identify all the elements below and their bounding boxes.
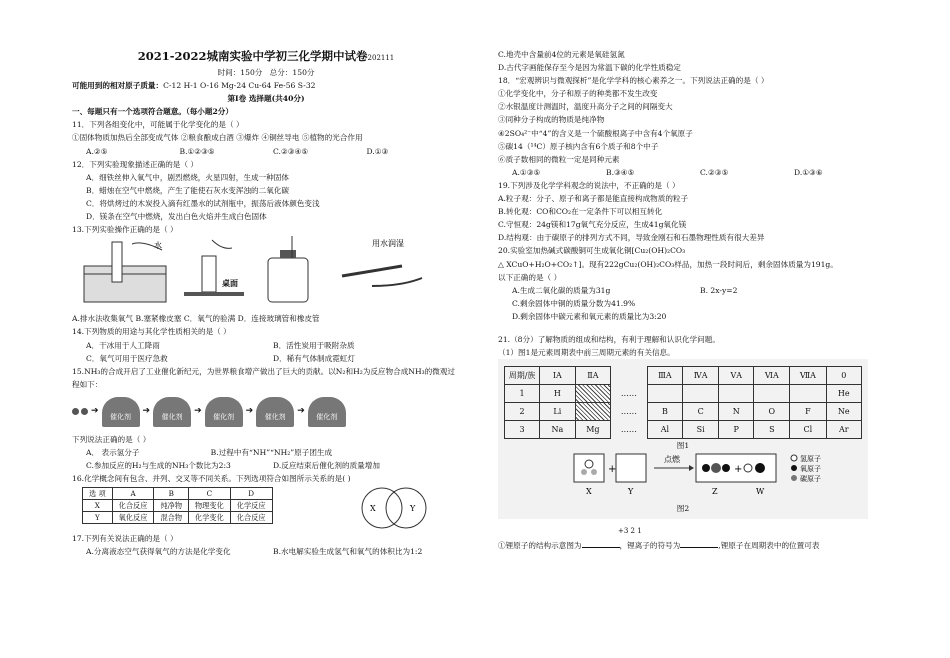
q17-opt-c: C.地壳中含量前4位的元素是氧硅氢氮 — [498, 50, 625, 59]
q12: 12．下列实验现象描述正确的是（ ） A．细铁丝伸入氧气中，剧烈燃烧，火星四射，生成一种固体 B．蜡烛在空气中燃烧，产生了能使石灰水变浑浊的二氧化碳 C．将烘烤过的木炭投入滴有红墨水的试剂瓶中，振荡后液体颜色变浅 D．镁条在空气中燃烧，发出白色火焰并生成白色固体 — [72, 159, 320, 222]
stopper-figure — [184, 240, 244, 296]
svg-text:+: + — [608, 464, 617, 476]
q20: 20.实验室加热碱式碳酸铜可生成氧化铜[Cu₂(OH)₂CO₃ △ XCuO+H₂O+CO₂↑]。现有222gCu₂(OH)₂CO₃样品，加热一段时间后，剩余固体质量为191g。 以下正确的是（ ） A.生成二氧化碳的质量为31g B. 2x-y=2 C.剩余固体中铜的质量分数为41.9% D.剩余固体中碳元素和氧元素的质量比为3:20 — [498, 246, 838, 321]
svg-text:水: 水 — [154, 241, 162, 251]
reaction-figure — [504, 452, 862, 498]
q19: 19.下列涉及化学学科观念的说法中，不正确的是（ ） A.粒子观：分子、原子和离子都是能直接构成物质的粒子 B.转化观：CO和CO₂在一定条件下可以相互转化 C.守恒观：24g镁和17g氧气充分反应，生成41g氧化镁 D.结构观：由于碳原子的排列方式不同，导致金刚石和石墨物理性质有很大差异 — [498, 180, 765, 243]
q13-figures — [72, 236, 452, 308]
water-trough-figure — [84, 240, 166, 302]
exam-meta: 时间：150分 总分：150分 — [217, 68, 315, 77]
right-column — [498, 0, 888, 552]
q13: 13.下列实验操作正确的是（ ） 水 桌面 用水润湿 A.排水法收集氧气 B.塞紧橡皮塞 C．氧气的验满 D．连接玻璃管和橡皮管 — [72, 223, 460, 325]
atomic-masses: 可能用到的相对原子质量：C-12 H-1 O-16 Mg-24 Cu-64 Fe-56 S-32 — [72, 81, 316, 91]
tube-connection-figure — [342, 238, 422, 286]
q14: 14.下列物质的用途与其化学性质相关的是（ ） A．干冰用于人工降雨 B．活性炭用于吸附杂质 C．氧气可用于医疗急救 D．稀有气体制成霓虹灯 — [72, 327, 356, 363]
svg-text:用水润湿: 用水润湿 — [372, 239, 404, 249]
svg-text:Y: Y — [410, 504, 416, 514]
q18: 18．“宏观辨识与微观探析”是化学学科的核心素养之一。下列说法正确的是（ ） ①化学变化中，分子和原子的种类都不发生改变 ②水银温度计测温时，温度升高分子之间的间隔变大 ③同种分子构成的物质是纯净物 ④2SO₄²⁻中“4”的含义是一个硫酸根离子中含有4个氧原子 ⑤碳14（¹⁴C）原子核内含有6个质子和8个中子 ⑥质子数相同的微粒一定是同种元素 A.①③⑤ B.③④⑤ C.②③⑤ D.①③⑥ — [498, 76, 823, 177]
svg-text:碳原子: 碳原子 — [800, 475, 821, 484]
q21: 21.（8分）了解物质的组成和结构，有利于理解和认识化学问题。 （1）图1是元素周期表中前三周期元素的有关信息。 周期/族 ⅠA ⅡA ⅢA ⅣA ⅤA ⅥA ⅦA 0 1 H …… He 2 Li …… B C N O F Ne 3 Na Mg …… Al Si P S Cl Ar 图1 + 点燃 + 氢原子 氧原子 碳原子 X Y Z W 图2 +3 2 1 ①锂原子的结构示意图为 ，锂离子的符号为 ,锂原子在周期表中的位置可表 — [498, 333, 888, 552]
left-column — [72, 0, 460, 558]
gas-bottle-figure — [268, 236, 308, 302]
q15: 15.NH₃的合成开启了工业催化新纪元，为世界粮食增产做出了巨大的贡献。以N₂和H₂为反应物合成NH₃的微观过程如下： ➔ 催化剂 ➔ 催化剂 ➔ 催化剂 ➔ 催化剂 ➔ 催化剂 下列说法正确的是（ ） A． 表示氢分子 B.过程中有“NH”“NH₂”原子团生成 C.参加反应的H₂与生成的NH₃个数比为2:3 D.反应结束后催化剂的质量增加 — [72, 365, 460, 472]
svg-text:Y: Y — [628, 487, 634, 497]
q16: 16.化学概念间有包含、并列、交叉等不同关系。下列选项符合如图所示关系的是( ) 选 项 A B C D X 化合反应 纯净物 物理变化 化学反应 Y 氧化反应 混合物 化学变化 化合反应 X Y — [72, 472, 460, 524]
q17: 17.下列有关说法正确的是（ ） A.分离液态空气获得氧气的方法是化学变化 B.水电解实验生成氢气和氧气的体积比为1:2 — [72, 534, 423, 557]
page-title: 2021-2022城南实验中学初三化学期中试卷202111 — [137, 49, 395, 63]
svg-text:+: + — [734, 464, 743, 476]
svg-text:X: X — [370, 504, 376, 514]
svg-text:Z: Z — [712, 487, 718, 497]
svg-text:X: X — [586, 487, 592, 497]
q17-opt-d: D.古代字画能保存至今是因为常温下碳的化学性质稳定 — [498, 63, 681, 73]
periodic-table: 周期/族 ⅠA ⅡA ⅢA ⅣA ⅤA ⅥA ⅦA 0 1 H …… He 2 Li …… B C N O F Ne 3 Na Mg …… Al Si P S Cl Ar — [504, 366, 862, 439]
venn-diagram — [354, 486, 434, 530]
q21-part1: ①锂原子的结构示意图为 ，锂离子的符号为 ,锂原子在周期表中的位置可表 — [498, 540, 820, 550]
svg-text:点燃: 点燃 — [664, 455, 680, 465]
q11: 11．下列各组变化中，可能属于化学变化的是（ ） ①固体物质加热后全部变成气体 ②粮食酿成白酒 ③爆炸 ④铜丝导电 ⑤植物的光合作用 A.②⑤ B.①②③⑤ C.②③④⑤ D.①③ — [72, 120, 389, 156]
section-heading: 第Ⅰ卷 选择题(共40分) — [227, 94, 305, 104]
catalyst-process: ➔ 催化剂 ➔ 催化剂 ➔ 催化剂 ➔ 催化剂 ➔ 催化剂 — [72, 395, 460, 429]
instruction: 一、每题只有一个选项符合题意。（每小题2分） — [72, 107, 233, 117]
svg-text:氢原子: 氢原子 — [800, 455, 821, 464]
periodic-figure: 周期/族 ⅠA ⅡA ⅢA ⅣA ⅤA ⅥA ⅦA 0 1 H …… He 2 Li …… B C N O F Ne 3 Na Mg …… Al Si P S Cl Ar 图1 + 点燃 + 氢原子 氧原子 碳原子 X Y Z W 图2 — [498, 359, 868, 519]
q16-table: 选 项 A B C D X 化合反应 纯净物 物理变化 化学反应 Y 氧化反应 混合物 化学变化 化合反应 — [82, 487, 273, 524]
svg-text:氧原子: 氧原子 — [800, 465, 821, 474]
svg-text:桌面: 桌面 — [222, 278, 238, 289]
svg-text:W: W — [756, 487, 765, 497]
